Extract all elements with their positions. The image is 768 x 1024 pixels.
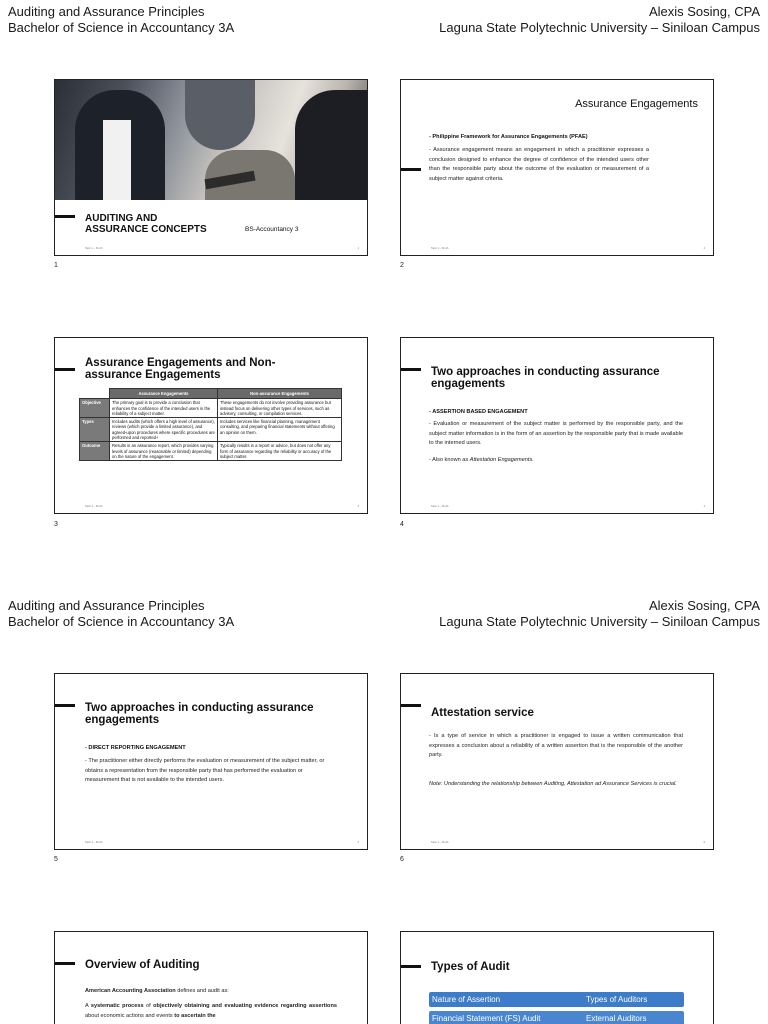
def-bold: to ascertain the [174,1012,216,1019]
def-text: about economic actions and events [85,1012,175,1019]
course-title: Auditing and Assurance Principles [8,4,205,19]
school-name: Laguna State Polytechnic University – Siniloan Campus [439,20,760,35]
def-bold: objectively obtaining and evaluating evidence [153,1003,279,1009]
slide-footer: Topic 1 – Sir Ab [85,841,103,844]
author-name: Alexis Sosing, CPA [648,598,760,613]
slide-body: - Evaluation or measurement of the subject matter is performed by the responsible party, and the subject matter information is in the form of an assertion by the responsible party that is made available to the interned users. [429,420,683,449]
audit-table-header [429,992,684,1007]
column-header: Types of Auditors [586,995,648,1004]
slide-number: 5 [54,856,58,863]
slide-title: Types of Audit [431,961,510,973]
accent-bar [401,168,421,171]
accent-bar [401,965,421,968]
definition-intro [85,987,335,997]
slide-footer: Topic 1 – Sir Ab [85,247,103,250]
slide-number: 1 [54,262,58,269]
title-line-2: ASSURANCE CONCEPTS [85,224,207,235]
accent-bar [401,704,421,707]
association-name: American Accounting Association [85,988,176,994]
slide-page: 1 [357,247,359,250]
slide-title: Assurance Engagements [575,98,698,110]
table-row [80,442,342,461]
slide-number: 4 [400,521,404,528]
body-italic: Attestation Engagements. [469,457,534,463]
slide-page: 5 [357,841,359,844]
business-meeting-photo [55,80,368,200]
slide-number: 3 [54,521,58,528]
column-header: Nature of Assertion [432,995,501,1004]
title-line-1: AUDITING AND [85,213,158,224]
accent-bar [55,962,75,965]
slide-number: 2 [400,262,404,269]
accent-bar [55,368,75,371]
slide-3[interactable] [54,337,368,514]
table-cell: Includes audits (which offers a high level of assurance), reviews (which provide a limited assurance), and agreed-upon procedures where specific procedures are performed and reported+ [110,418,218,442]
slide-footer: Topic 1 – Sir Ab [431,505,449,508]
table-cell: The primary goal is to provide a conclusion that enhances the confidence of the intended users in the reliability of a subject matter. [110,399,218,418]
slide-5[interactable] [54,673,368,850]
table-cell: Includes services like financial planning, management consulting, and preparing financial statements without offering an opinion on them. [218,418,342,442]
def-text: A [85,1003,91,1009]
table-row [429,1011,684,1024]
slide-4[interactable] [400,337,714,514]
slide-footer: Topic 1 – Sir Ab [85,505,103,508]
accent-bar [401,368,421,371]
slide-1[interactable] [54,79,368,256]
table-cell: Results in an assurance report, which provides varying levels of assurance (reasonable or limited) depending on the nature of the engagement. [110,442,218,461]
section-heading: - ASSERTION BASED ENGAGEMENT [429,409,528,415]
slide-page: 6 [703,841,705,844]
school-name: Laguna State Polytechnic University – Siniloan Campus [439,614,760,629]
slide-body: - Assurance engagement means an engagement in which a practitioner expresses a conclusion designed to enhance the degree of confidence of the intended users other than the responsible party about the outcome of the evaluation or measurement of a subject matter against criteria. [429,146,649,184]
table-row [80,399,342,418]
course-title: Auditing and Assurance Principles [8,598,205,613]
slide-title: Assurance Engagements and Non-assurance Engagements [85,357,276,381]
slide-8[interactable] [400,931,714,1024]
slide-page: 3 [357,505,359,508]
row-label: Types [80,418,110,442]
slide-2[interactable] [400,79,714,256]
slide-title: Overview of Auditing [85,959,200,971]
table-cell: Typically results in a report or advice, but does not offer any form of assurance regarding the reliability or accuracy of the subject matter. [218,442,342,461]
column-header: Non-assurance Engagements [218,389,342,399]
slide-body: - Is a type of service in which a practitioner is engaged to issue a written communication that expresses a conclusion about a reliability of a written assertion that is the responsible of the another party. [429,732,683,761]
slide-footer: Topic 1 – Sir Ab [431,841,449,844]
slide-body: - The practitioner either directly performs the evaluation or measurement of the subject matter, or obtains a representation from the responsible party that has performed the evaluation or measurement that is not available to the intended users. [85,757,333,786]
slide-number: 6 [400,856,404,863]
body-text: Also known as [432,457,470,463]
slide-subtitle: BS-Accountancy 3 [245,226,299,233]
comparison-table [79,388,342,461]
row-label: Objective [80,399,110,418]
def-text: of [143,1003,154,1009]
program-name: Bachelor of Science in Accountancy 3A [8,20,235,35]
slide-6[interactable] [400,673,714,850]
accent-bar [55,215,75,218]
table-cell: Financial Statement (FS) Audit [432,1014,541,1023]
slide-7[interactable] [54,931,368,1024]
slide-note: Note: Understanding the relationship between Auditing, Attestation ad Assurance Services is crucial. [429,781,677,787]
slide-title [85,213,207,235]
accent-bar [55,704,75,707]
author-name: Alexis Sosing, CPA [648,4,760,19]
slide-footer: Topic 1 – Sir Ab [431,247,449,250]
section-heading: - Philippine Framework for Assurance Engagements (PFAE) [429,134,588,140]
slide-title: Attestation service [431,707,534,719]
def-bold: systematic process [90,1003,144,1009]
intro-text: defines and audit as: [175,988,229,994]
slide-page: 2 [703,247,705,250]
slide-title: Two approaches in conducting assurance engagements [431,366,660,390]
slide-title: Two approaches in conducting assurance engagements [85,702,314,726]
column-header: Assurance Engagements [110,389,218,399]
section-heading: - DIRECT REPORTING ENGAGEMENT [85,745,186,751]
table-cell: External Auditors [586,1014,647,1023]
table-row [80,418,342,442]
def-bold: regarding assertions [280,1003,337,1009]
row-label: Outcome [80,442,110,461]
definition-text [85,1002,337,1021]
slide-body-2 [429,456,683,466]
slide-page: 4 [703,505,705,508]
program-name: Bachelor of Science in Accountancy 3A [8,614,235,629]
table-cell: These engagements do not involve providing assurance but instead focus on delivering other types of services, such as advisory, consulting, or compilation services. [218,399,342,418]
